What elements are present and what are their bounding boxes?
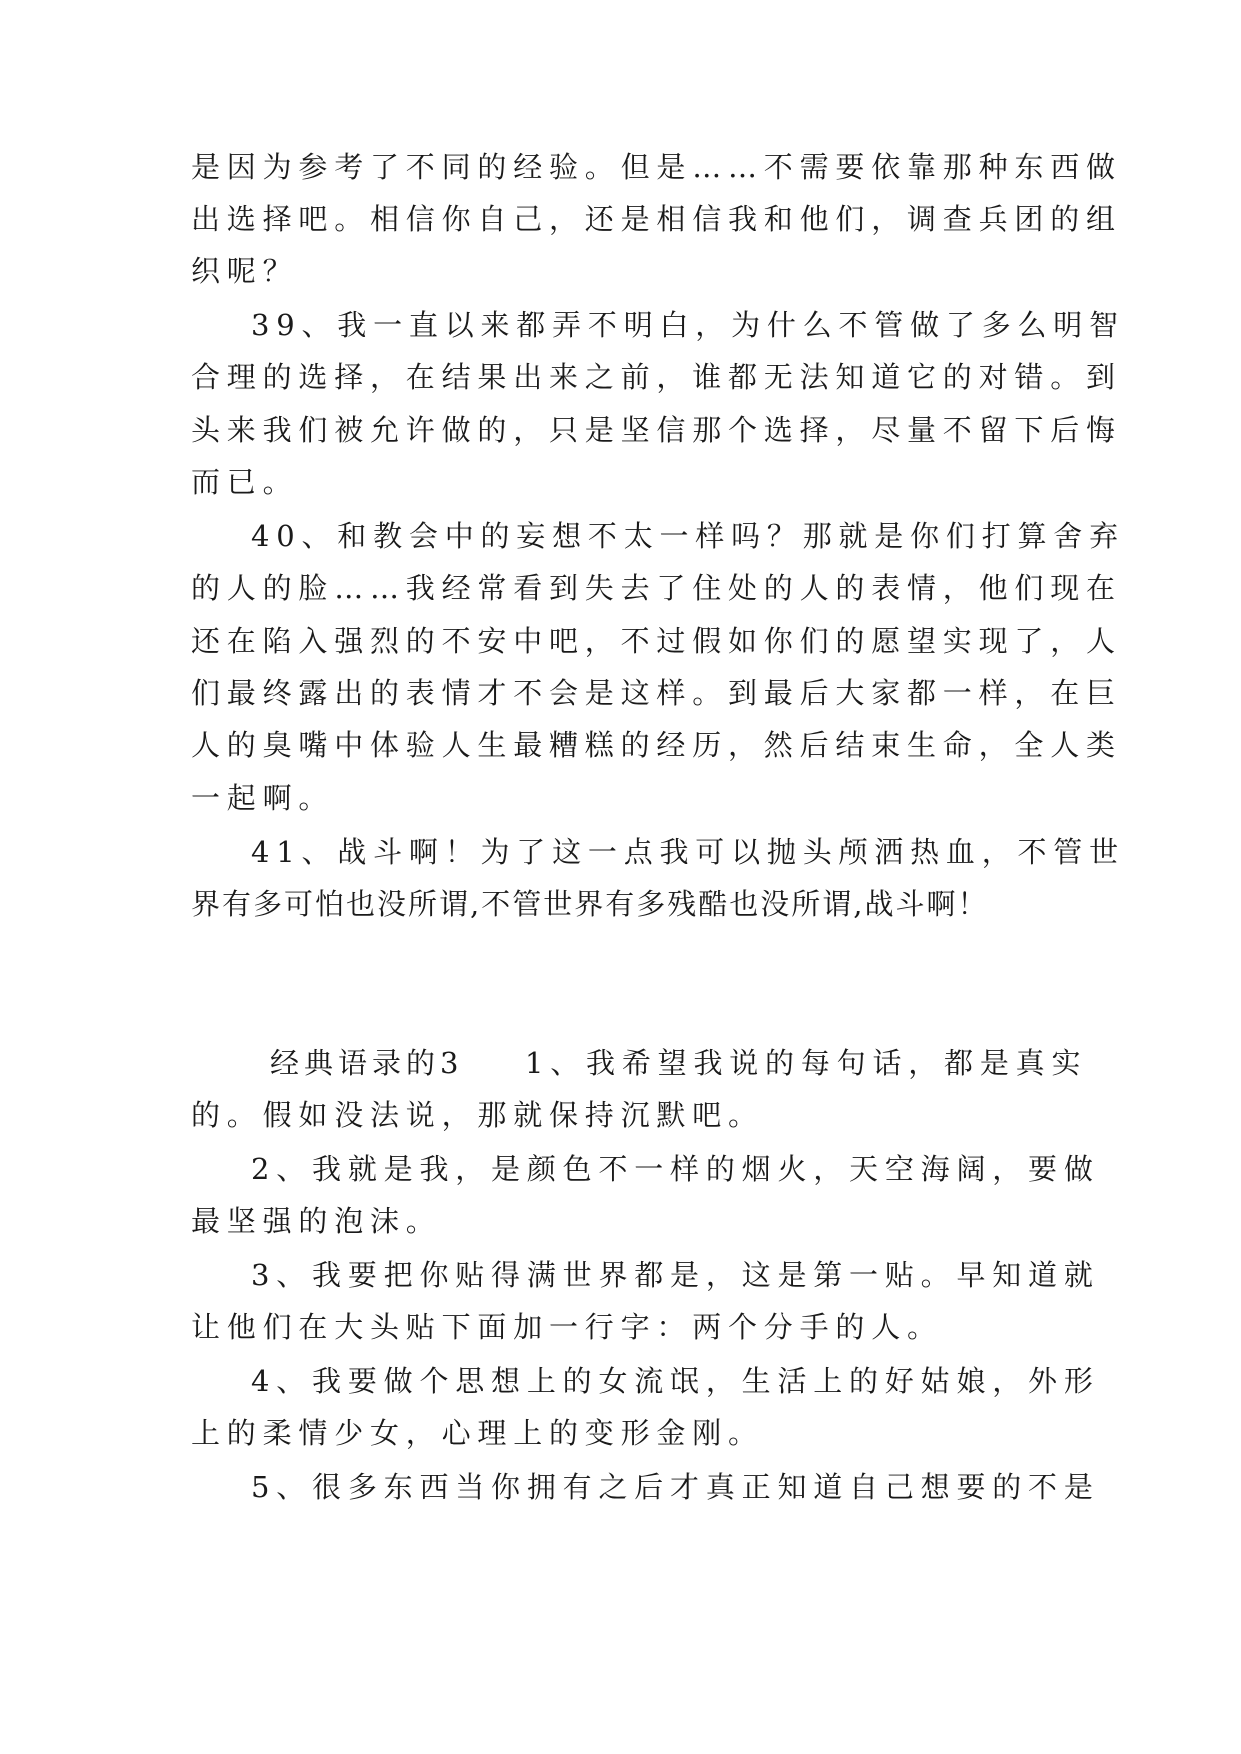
- text-line: 而已。: [191, 465, 299, 499]
- text-line: 合理的选择，在结果出来之前，谁都无法知道它的对错。到: [191, 360, 1122, 394]
- text-line: 织呢？: [191, 254, 299, 288]
- text-line: 头来我们被允许做的，只是坚信那个选择，尽量不留下后悔: [191, 413, 1122, 447]
- section-title: 经典语录的3: [270, 1046, 464, 1080]
- text-line: 是因为参考了不同的经验。但是……不需要依靠那种东西做: [191, 150, 1122, 184]
- text-line: 一起啊。: [191, 781, 335, 815]
- text-line: 的。假如没法说，那就保持沉默吧。: [191, 1098, 764, 1132]
- text-line: 最坚强的泡沫。: [191, 1204, 442, 1238]
- quote-41-line: 41、战斗啊！为了这一点我可以抛头颅洒热血，不管世: [251, 835, 1125, 869]
- quote-39-line: 39、我一直以来都弄不明白，为什么不管做了多么明智: [251, 308, 1125, 342]
- text-line: 还在陷入强烈的不安中吧，不过假如你们的愿望实现了，人: [191, 624, 1122, 658]
- text-line: 们最终露出的表情才不会是这样。到最后大家都一样，在巨: [191, 676, 1122, 710]
- quote-5-line: 5、很多东西当你拥有之后才真正知道自己想要的不是: [251, 1470, 1100, 1504]
- text-line: 让他们在大头贴下面加一行字：两个分手的人。: [191, 1310, 943, 1344]
- quote-40-line: 40、和教会中的妄想不太一样吗？那就是你们打算舍弃: [251, 519, 1125, 553]
- text-line: 界有多可怕也没所谓,不管世界有多残酷也没所谓,战斗啊！: [191, 887, 989, 921]
- quote-4-line: 4、我要做个思想上的女流氓，生活上的好姑娘，外形: [251, 1364, 1100, 1398]
- quote-3-line: 3、我要把你贴得满世界都是，这是第一贴。早知道就: [251, 1258, 1100, 1292]
- text-line: 的人的脸……我经常看到失去了住处的人的表情，他们现在: [191, 571, 1122, 605]
- quote-1-first-line: 1、我希望我说的每句话，都是真实: [525, 1046, 1088, 1080]
- text-line: 人的臭嘴中体验人生最糟糕的经历，然后结束生命，全人类: [191, 728, 1122, 762]
- text-line: 出选择吧。相信你自己，还是相信我和他们，调查兵团的组: [191, 202, 1122, 236]
- text-line: 上的柔情少女，心理上的变形金刚。: [191, 1416, 764, 1450]
- quote-2-line: 2、我就是我，是颜色不一样的烟火，天空海阔，要做: [251, 1152, 1100, 1186]
